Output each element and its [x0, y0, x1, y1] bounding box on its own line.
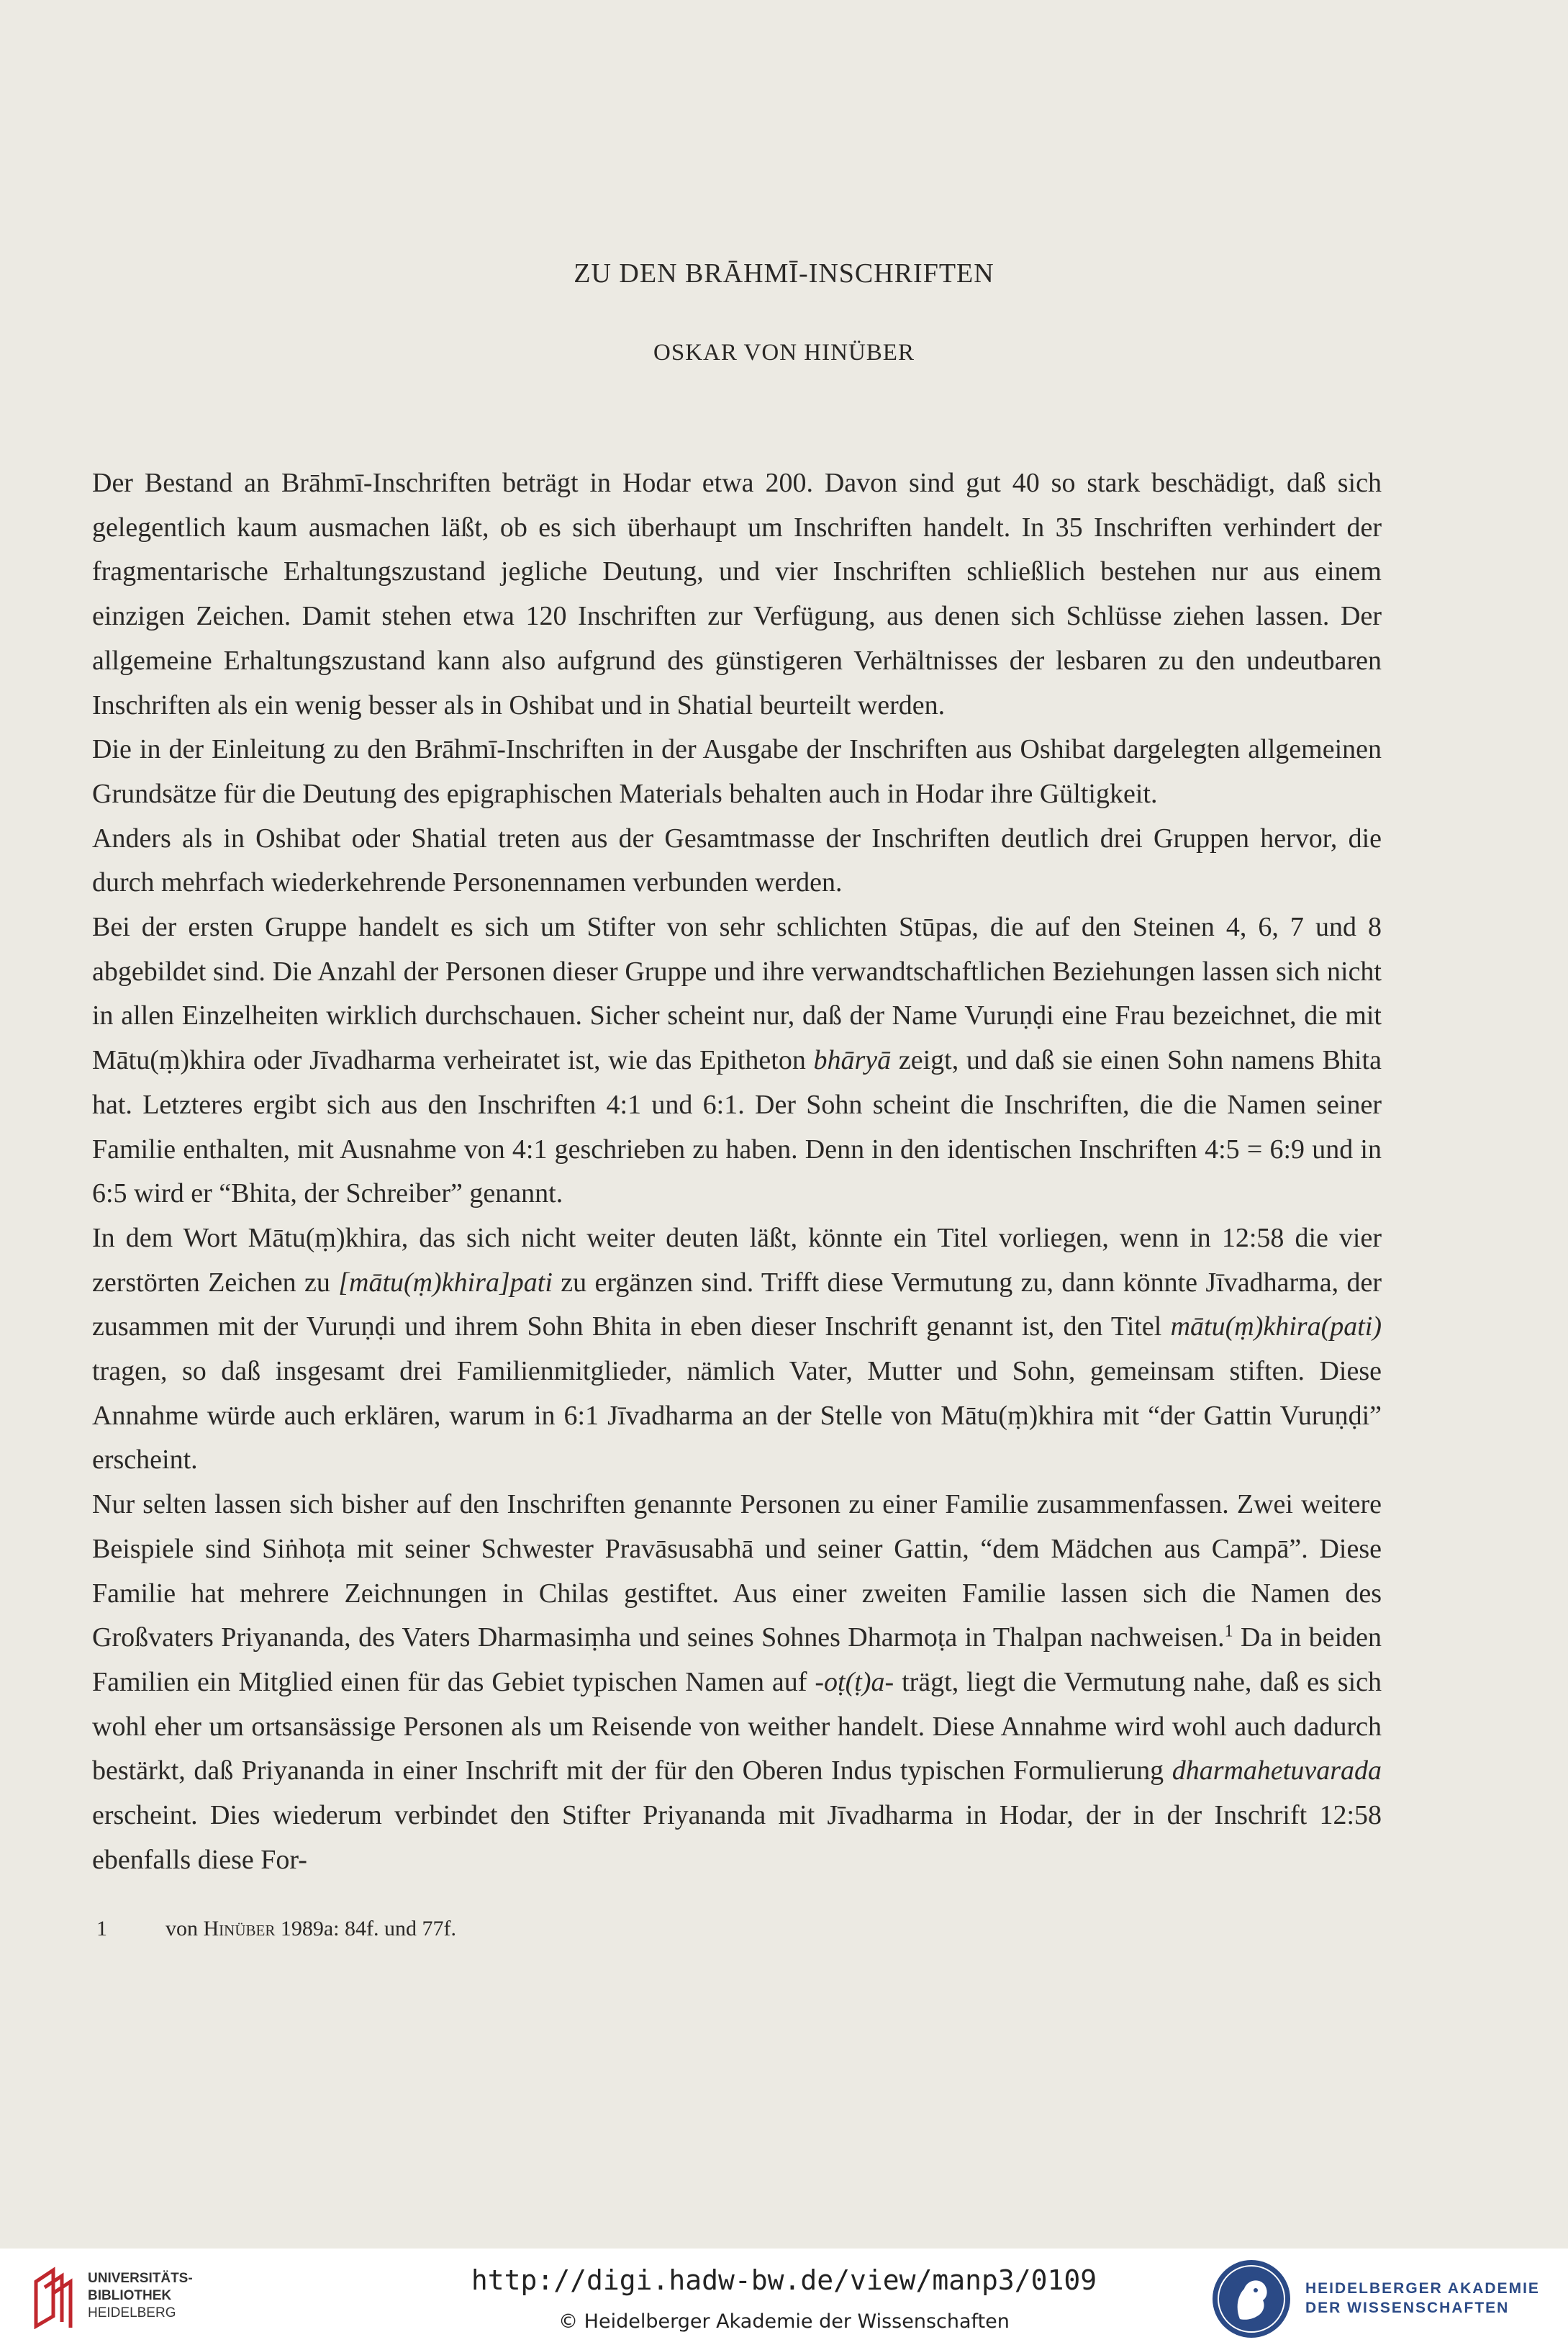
paragraph-text: Der Bestand an Brāhmī-Inschriften beträgt in Hodar etwa 200. Davon sind gut 40 so stark beschädigt, daß sich gelegentlich kaum ausmachen läßt, ob es sich überhaupt um Inschriften handelt. In 35 Inschriften verhindert der fragmentarische Erhaltungszustand jegliche Deutung, und vier Inschriften schließlich bestehen nur aus einem einzigen Zeichen. Damit stehen etwa 120 Inschriften zur Verfügung, aus denen sich Schlüsse ziehen lassen. Der allgemeine Erhaltungszustand kann also aufgrund des günstigeren Verhältnisses der lesbaren zu den undeutbaren Inschriften als ein wenig besser als in Oshibat und in Shatial beurteilt werden.: [92, 468, 1382, 720]
footnote-pre: von: [166, 1917, 204, 1940]
paragraph-text: zeigt, und daß sie einen Sohn namens Bhita hat. Letzteres ergibt sich aus den Inschriften 4:1 und 6:1. Der Sohn scheint die Inschriften, die die Namen seiner Familie enthalten, mit Ausnahme von 4:1 geschrieben zu haben. Denn in den identischen Inschriften 4:5 = 6:9 und in 6:5 wird er “Bhita, der Schreiber” genannt.: [92, 1045, 1382, 1209]
body-paragraph: [92, 1216, 1382, 1483]
paragraph-text: erscheint. Dies wiederum verbindet den Stifter Priyananda mit Jīvadharma in Hodar, der in der Inschrift 12:58 ebenfalls diese For-: [92, 1800, 1382, 1875]
italic-term: bhāryā: [813, 1045, 892, 1076]
permalink-url[interactable]: http://digi.hadw-bw.de/view/manp3/0109: [471, 2264, 1097, 2296]
italic-term: [mātu(ṃ)khira]pati: [338, 1267, 553, 1298]
italic-term: -oṭ(ṭ)a-: [815, 1666, 894, 1697]
footnote-reference: 1989a: 84f. und 77f.: [275, 1917, 456, 1940]
academy-seal-icon[interactable]: [1211, 2259, 1292, 2339]
paragraph-text: trägt, liegt die Vermutung nahe, daß es sich wohl eher um ortsansässige Personen als um Reisende von weither handelt. Diese Annahme wird wohl auch dadurch bestärkt, daß Priyananda in einer Inschrift mit der für den Oberen Indus typischen Formulierung: [92, 1666, 1382, 1786]
body-paragraph: [92, 905, 1382, 1216]
italic-term: dharmahetuvarada: [1172, 1755, 1382, 1786]
body-paragraph: [92, 728, 1382, 816]
copyright-notice: © Heidelberger Akademie der Wissenschaften: [558, 2310, 1010, 2333]
academy-name-line2: DER WISSENSCHAFTEN: [1305, 2300, 1510, 2316]
paragraph-text: Anders als in Oshibat oder Shatial treten aus der Gesamtmasse der Inschriften deutlich drei Gruppen hervor, die durch mehrfach wiederkehrende Personennamen verbunden werden.: [92, 823, 1382, 898]
body-paragraph: [92, 1483, 1382, 1882]
footnote: [96, 1917, 456, 1941]
body-paragraph: [92, 817, 1382, 905]
footnote-reference-mark: 1: [1224, 1622, 1233, 1641]
paragraph-text: Die in der Einleitung zu den Brāhmī-Inschriften in der Ausgabe der Inschriften aus Oshibat dargelegten allgemeinen Grundsätze für die Deutung des epigraphischen Materials behalten auch in Hodar ihre Gültigkeit.: [92, 734, 1382, 809]
body-paragraph: [92, 461, 1382, 728]
paragraph-text: zu ergänzen sind. Trifft diese Vermutung zu, dann könnte Jīvadharma, der zusammen mit der Vuruṇḍi und ihrem Sohn Bhita in eben dieser Inschrift genannt ist, den Titel: [92, 1267, 1382, 1342]
article-body: [92, 461, 1382, 1883]
paragraph-text: Da in beiden Familien ein Mitglied einen für das Gebiet typischen Namen auf: [92, 1622, 1382, 1697]
article-title: ZU DEN BRĀHMĪ-INSCHRIFTEN: [574, 258, 994, 289]
library-name-line3: HEIDELBERG: [88, 2305, 176, 2320]
paragraph-text: tragen, so daß insgesamt drei Familienmitglieder, nämlich Vater, Mutter und Sohn, gemeinsam stiften. Diese Annahme würde auch erklären, warum in 6:1 Jīvadharma an der Stelle von Mātu(ṃ)khira mit “der Gattin Vuruṇḍi” erscheint.: [92, 1356, 1382, 1475]
italic-term: mātu(ṃ)khira(pati): [1170, 1311, 1382, 1342]
paragraph-text: Bei der ersten Gruppe handelt es sich um Stifter von sehr schlichten Stūpas, die auf den Steinen 4, 6, 7 und 8 abgebildet sind. Die Anzahl der Personen dieser Gruppe und ihre verwandtschaftlichen Beziehungen lassen sich nicht in allen Einzelheiten wirklich durchschauen. Sicher scheint nur, daß der Name Vuruṇḍi eine Frau bezeichnet, die mit Mātu(ṃ)khira oder Jīvadharma verheiratet ist, wie das Epitheton: [92, 912, 1382, 1076]
article-author: OSKAR VON HINÜBER: [653, 340, 915, 366]
academy-name[interactable]: [1305, 2279, 1540, 2318]
viewer-footer: [0, 2249, 1568, 2350]
paragraph-text: In dem Wort Mātu(ṃ)khira, das sich nicht weiter deuten läßt, könnte ein Titel vorliegen, wenn in 12:58 die vier zerstörten Zeichen zu: [92, 1222, 1382, 1298]
library-name-line2: BIBLIOTHEK: [88, 2288, 172, 2303]
footnote-author: Hinüber: [203, 1917, 276, 1940]
academy-name-line1: HEIDELBERGER AKADEMIE: [1305, 2280, 1540, 2297]
paragraph-text: Nur selten lassen sich bisher auf den Inschriften genannte Personen zu einer Familie zusammenfassen. Zwei weitere Beispiele sind Siṅhoṭa mit seiner Schwester Pravāsusabhā und seiner Gattin, “dem Mädchen aus Campā”. Diese Familie hat mehrere Zeichnungen in Chilas gestiftet. Aus einer zweiten Familie lassen sich die Namen des Großvaters Priyananda, des Vaters Dharmasiṃha und seines Sohnes Dharmoṭa in Thalpan nachweisen.: [92, 1489, 1382, 1653]
footnote-number: 1: [96, 1917, 107, 1940]
library-name-line1: UNIVERSITÄTS-: [88, 2271, 193, 2286]
